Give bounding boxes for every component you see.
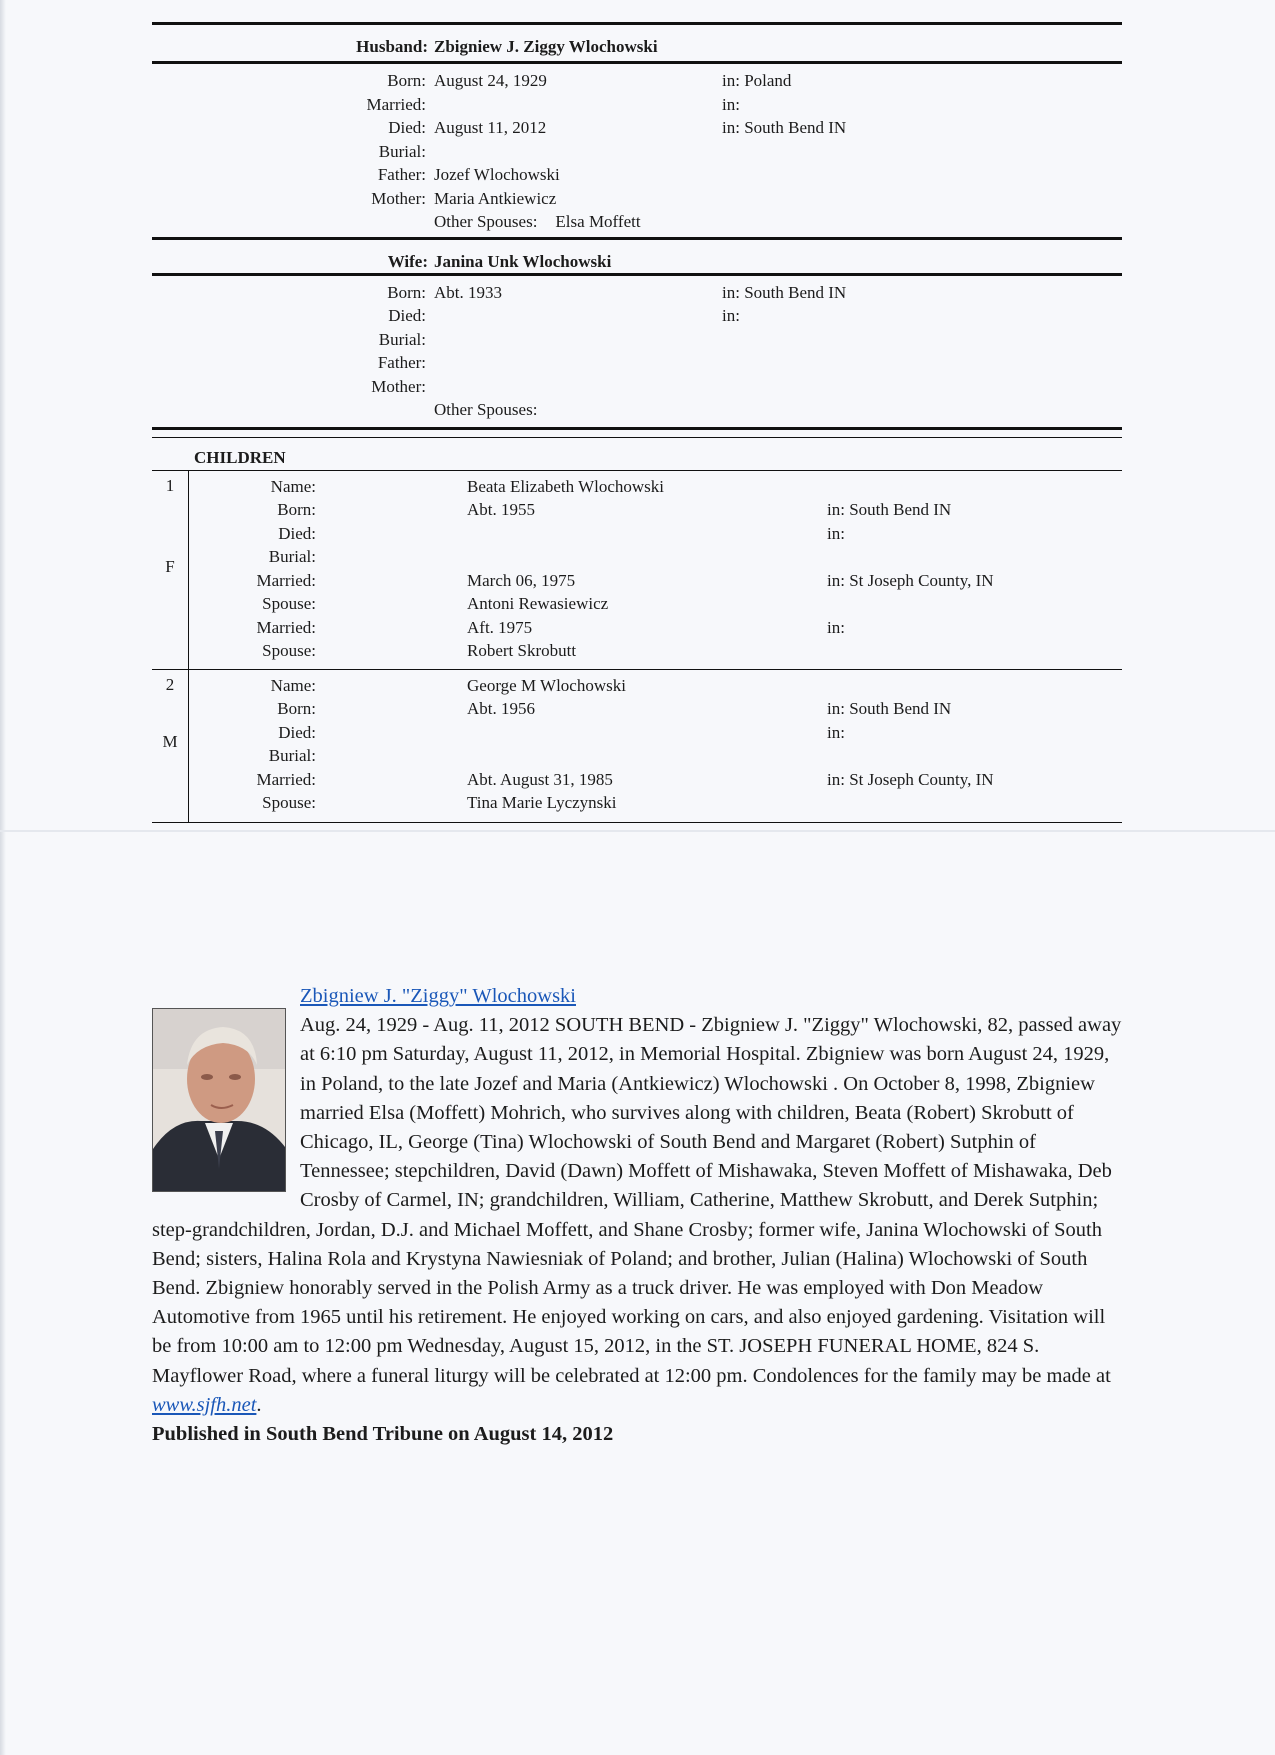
wife-fields <box>152 276 1122 423</box>
field-value: Tina Marie Lyczynski <box>467 793 617 812</box>
child-field-row <box>189 722 1122 746</box>
field-label: Born: <box>387 282 426 302</box>
field-label: Burial: <box>268 746 316 765</box>
field-place <box>827 617 845 639</box>
child-entry <box>152 470 1122 669</box>
wife-father-row <box>152 352 1122 376</box>
husband-born-row <box>152 70 1122 94</box>
husband-burial-row <box>152 141 1122 165</box>
field-label: Married: <box>256 769 316 789</box>
children-title: CHILDREN <box>194 447 286 467</box>
other-spouses: Other Spouses: <box>434 400 538 419</box>
other-spouses <box>434 211 641 233</box>
child-field-row <box>189 745 1122 769</box>
field-label: Burial: <box>378 141 426 161</box>
place-value: Poland <box>744 71 792 90</box>
field-label: Died: <box>388 118 426 137</box>
place-value: South Bend IN <box>744 118 847 137</box>
place-value: South Bend IN <box>744 282 847 302</box>
field-value: Abt. 1956 <box>467 699 535 718</box>
wife-burial-row <box>152 329 1122 353</box>
child-field-row <box>189 546 1122 570</box>
field-label: Born: <box>387 71 426 90</box>
husband-married-row <box>152 94 1122 118</box>
child-number: 1 <box>165 475 175 495</box>
husband-mother-row <box>152 188 1122 212</box>
field-value: Robert Skrobutt <box>467 641 577 660</box>
field-label: Died: <box>278 523 316 543</box>
family-group-sheet <box>152 22 1122 823</box>
in-label: in: <box>827 500 845 519</box>
field-value: Antoni Rewasiewicz <box>467 594 609 613</box>
child-field-row <box>189 675 1122 699</box>
child-number: 2 <box>165 674 175 694</box>
publication-line: Published in South Bend Tribune on August 14, 2012 <box>152 1423 614 1446</box>
child-field-row <box>189 593 1122 617</box>
husband-died-row <box>152 117 1122 141</box>
rule <box>152 427 1122 430</box>
child-field-row <box>189 792 1122 816</box>
wife-born-date: Abt. 1933 <box>434 282 502 302</box>
husband-married-place <box>722 94 740 116</box>
children-header <box>152 438 1122 470</box>
child-field-row <box>189 476 1122 500</box>
child-field-row <box>189 640 1122 664</box>
child-details <box>188 670 1122 822</box>
husband-mother: Maria Antkiewicz <box>434 188 557 208</box>
field-value: Beata Elizabeth Wlochowski <box>467 476 665 496</box>
husband-father-row <box>152 164 1122 188</box>
field-value: March 06, 1975 <box>467 570 576 590</box>
wife-died-place <box>722 305 740 327</box>
obituary-title-link[interactable]: Zbigniew J. "Ziggy" Wlochowski <box>300 985 576 1007</box>
in-label: in: <box>827 769 845 789</box>
field-label: Born: <box>277 500 316 519</box>
obituary-text <box>152 982 1122 1449</box>
field-value: Abt. August 31, 1985 <box>467 769 613 789</box>
obituary <box>152 982 1122 1449</box>
wife-name: Janina Unk Wlochowski <box>434 251 612 271</box>
husband-name: Zbigniew J. Ziggy Wlochowski <box>434 37 658 56</box>
child-details <box>188 471 1122 669</box>
place-value: South Bend IN <box>849 500 952 519</box>
husband-label: Husband: <box>356 37 428 56</box>
field-label: Father: <box>377 353 426 372</box>
wife-label: Wife: <box>387 251 428 271</box>
husband-other-spouses: Elsa Moffett <box>555 212 641 231</box>
husband-died-place <box>722 117 846 139</box>
in-label: in: <box>827 699 845 718</box>
field-label: Spouse: <box>262 793 316 812</box>
field-label: Died: <box>388 306 426 325</box>
wife-mother-row <box>152 376 1122 400</box>
field-label: Burial: <box>378 329 426 349</box>
field-label: Married: <box>256 617 316 637</box>
field-label: Burial: <box>268 547 316 566</box>
child-field-row <box>189 698 1122 722</box>
field-place <box>827 698 951 720</box>
field-label: Mother: <box>371 188 426 208</box>
wife-born-place <box>722 282 846 304</box>
child-entry <box>152 669 1122 823</box>
field-place <box>827 570 994 592</box>
field-place <box>827 499 951 521</box>
wife-died-row <box>152 305 1122 329</box>
in-label: in: <box>827 523 845 543</box>
child-field-row <box>189 523 1122 547</box>
child-sex: F <box>165 556 175 576</box>
field-place <box>827 722 845 744</box>
in-label: in: <box>827 570 845 590</box>
funeral-home-link[interactable]: www.sjfh.net <box>152 1393 257 1416</box>
husband-died-date: August 11, 2012 <box>434 118 547 137</box>
in-label: in: <box>722 94 740 114</box>
field-label: Other Spouses: <box>434 212 538 231</box>
husband-fields <box>152 64 1122 235</box>
scan-edge-shadow <box>0 0 6 1755</box>
field-label: Died: <box>278 722 316 742</box>
place-value: St Joseph County, IN <box>849 570 994 590</box>
husband-father: Jozef Wlochowski <box>434 165 560 184</box>
field-label: Name: <box>270 675 316 695</box>
field-label: Spouse: <box>262 594 316 613</box>
wife-born-row <box>152 282 1122 306</box>
paper-fold-line <box>0 830 1275 832</box>
wife-other-spouses-row <box>152 399 1122 423</box>
in-label: in: <box>722 71 740 90</box>
field-value: George M Wlochowski <box>467 675 626 695</box>
in-label: in: <box>827 617 845 637</box>
obituary-link-tail: . <box>256 1393 262 1416</box>
husband-header <box>152 25 1122 61</box>
child-field-row <box>189 570 1122 594</box>
obituary-body: Aug. 24, 1929 - Aug. 11, 2012 SOUTH BEND - Zbigniew J. "Ziggy" Wlochowski, 82, passed away at 6:10 pm Saturday, August 11, 2012, in Memorial Hospital. Zbigniew was born August 24, 1929, in Poland, to the late Jozef and Maria (Antkiewicz) Wlochowski . On October 8, 1998, Zbigniew married Elsa (Moffett) Mohrich, who survives along with children, Beata (Robert) Skrobutt of Chicago, IL, George (Tina) Wlochowski of South Bend and Margaret (Robert) Sutphin of Tennessee; stepchildren, David (Dawn) Moffett of Mishawaka, Steven Moffett of Mishawaka, Deb Crosby of Carmel, IN; grandchildren, William, Catherine, Matthew Skrobutt, and Derek Sutphin; step-grandchildren, Jordan, D.J. and Michael Moffett, and Shane Crosby; former wife, Janina Wlochowski of South Bend; sisters, Halina Rola and Krystyna Nawiesniak of Poland; and brother, Julian (Halina) Wlochowski of South Bend. Zbigniew honorably served in the Polish Army as a truck driver. He was employed with Don Meadow Automotive from 1965 until his retirement. He enjoyed working on cars, and also enjoyed gardening. Visitation will be from 10:00 am to 12:00 pm Wednesday, August 15, 2012, in the ST. JOSEPH FUNERAL HOME, 824 S. Mayflower Road, where a funeral liturgy will be celebrated at 12:00 pm. Condolences for the family may be made at <box>152 1014 1122 1387</box>
child-sex: M <box>162 731 178 751</box>
field-value: Abt. 1955 <box>467 500 535 519</box>
field-label: Born: <box>277 699 316 718</box>
portrait-photo <box>152 1008 286 1192</box>
portrait-image <box>153 1009 285 1191</box>
field-label: Mother: <box>371 376 426 396</box>
place-value: St Joseph County, IN <box>849 769 994 789</box>
husband-born-place <box>722 70 791 92</box>
child-field-row <box>189 769 1122 793</box>
child-rows <box>189 471 1122 664</box>
husband-born-date: August 24, 1929 <box>434 71 547 90</box>
child-field-row <box>189 499 1122 523</box>
field-label: Father: <box>377 165 426 184</box>
in-label: in: <box>722 118 740 137</box>
wife-header <box>152 240 1122 273</box>
field-label: Spouse: <box>262 641 316 660</box>
field-label: Name: <box>270 476 316 496</box>
husband-other-spouses-row <box>152 211 1122 235</box>
child-rows <box>189 670 1122 816</box>
in-label: in: <box>722 282 740 302</box>
field-label: Married: <box>256 570 316 590</box>
in-label: in: <box>722 306 740 325</box>
place-value: South Bend IN <box>849 699 952 718</box>
field-label: Married: <box>366 94 426 114</box>
field-place <box>827 523 845 545</box>
field-place <box>827 769 994 791</box>
child-field-row <box>189 617 1122 641</box>
in-label: in: <box>827 722 845 742</box>
field-value: Aft. 1975 <box>467 617 533 637</box>
